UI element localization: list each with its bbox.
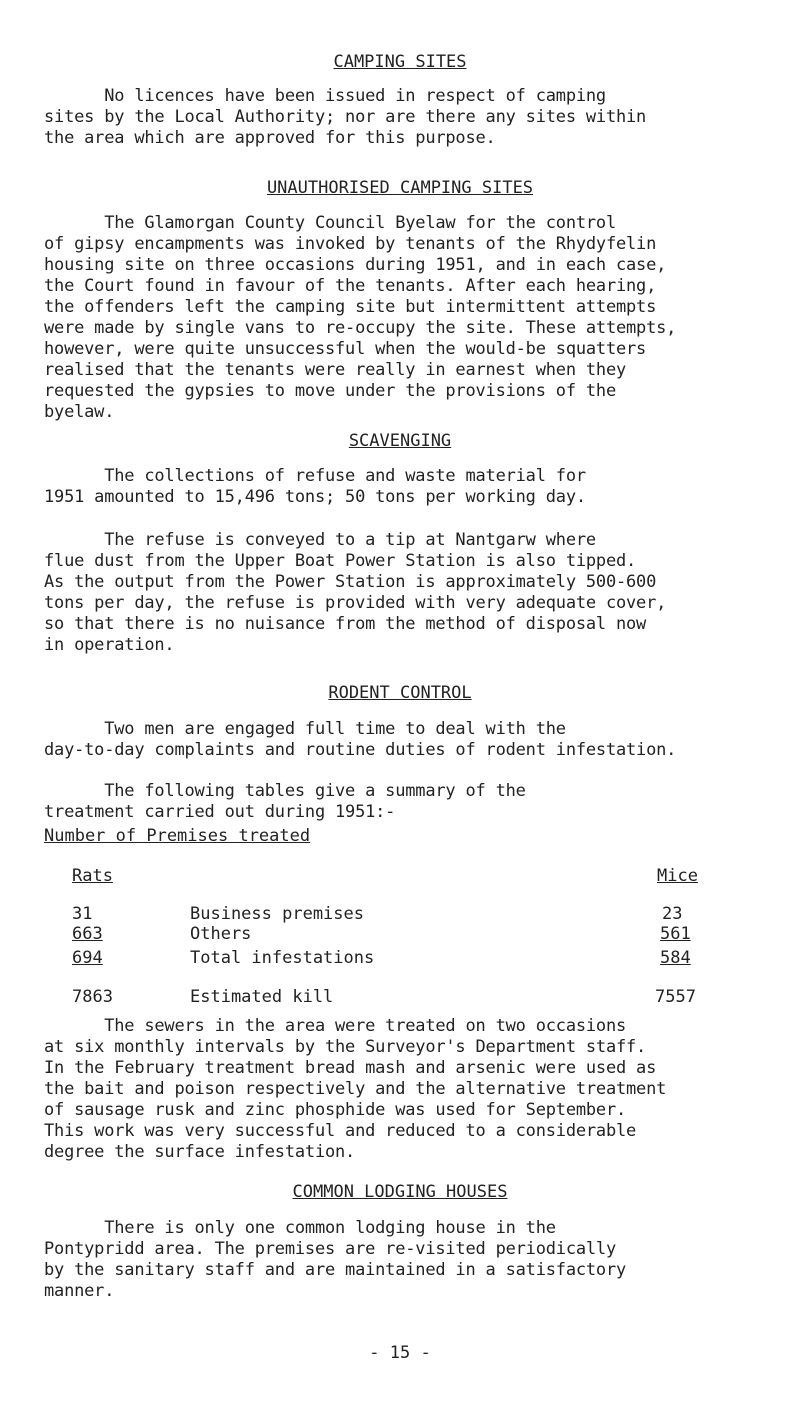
paragraph-rodent-sewers: The sewers in the area were treated on two occasions at six monthly intervals by the Surveyor's Department staff. In the February treatment bread mash and arsenic were used as the bait and poison respectively and the alternative treatment of sausage rusk and zinc phosphide was used for September. This work was very successful and reduced to a considerable degree the surface infestation. (44, 1016, 667, 1162)
heading-unauthorised-camping-sites: UNAUTHORISED CAMPING SITES (266, 178, 534, 198)
cell-label: Business premises (190, 904, 364, 924)
paragraph-common-lodging-houses: There is only one common lodging house in the Pontypridd area. The premises are re-visited periodically by the sanitary staff and are maintained in a satisfactory manner. (44, 1218, 627, 1301)
cell-mice: 584 (660, 948, 691, 968)
paragraph-rodent-summary: The following tables give a summary of the treatment carried out during 1951:- (44, 781, 526, 822)
paragraph-camping-sites: No licences have been issued in respect of camping sites by the Local Authority; nor are there any sites within the area which are approved for this purpose. (44, 86, 647, 148)
column-header-mice: Mice (657, 866, 698, 886)
cell-mice: 7557 (655, 987, 696, 1007)
cell-mice: 561 (660, 924, 691, 944)
table-title: Number of Premises treated (44, 826, 311, 846)
cell-rats: 7863 (72, 987, 113, 1007)
paragraph-rodent-staff: Two men are engaged full time to deal with the day-to-day complaints and routine duties of rodent infestation. (44, 719, 677, 760)
paragraph-scavenging-refuse: The refuse is conveyed to a tip at Nantgarw where flue dust from the Upper Boat Power Station is also tipped. As the output from the Power Station is approximately 500-600 tons per day, the refuse is provided with very adequate cover, so that there is no nuisance from the method of disposal now in operation. (44, 530, 667, 655)
cell-rats: 31 (72, 904, 93, 924)
heading-common-lodging-houses: COMMON LODGING HOUSES (292, 1182, 508, 1202)
page-number: - 15 - (369, 1343, 431, 1363)
heading-camping-sites: CAMPING SITES (333, 52, 467, 72)
heading-rodent-control: RODENT CONTROL (328, 683, 472, 703)
column-header-rats: Rats (72, 866, 113, 886)
paragraph-scavenging-collections: The collections of refuse and waste material for 1951 amounted to 15,496 tons; 50 tons per working day. (44, 466, 586, 507)
cell-rats: 694 (72, 948, 103, 968)
cell-label: Estimated kill (190, 987, 334, 1007)
paragraph-unauthorised-camping-sites: The Glamorgan County Council Byelaw for the control of gipsy encampments was invoked by tenants of the Rhydyfelin housing site on three occasions during 1951, and in each case, the Court found in favour of the tenants. After each hearing, the offenders left the camping site but intermittent attempts were made by single vans to re-occupy the site. These attempts, however, were quite unsuccessful when the would-be squatters realised that the tenants were really in earnest when they requested the gypsies to move under the provisions of the byelaw. (44, 213, 677, 422)
heading-scavenging: SCAVENGING (348, 431, 452, 451)
cell-label: Total infestations (190, 948, 375, 968)
cell-mice: 23 (662, 904, 683, 924)
cell-rats: 663 (72, 924, 103, 944)
cell-label: Others (190, 924, 252, 944)
